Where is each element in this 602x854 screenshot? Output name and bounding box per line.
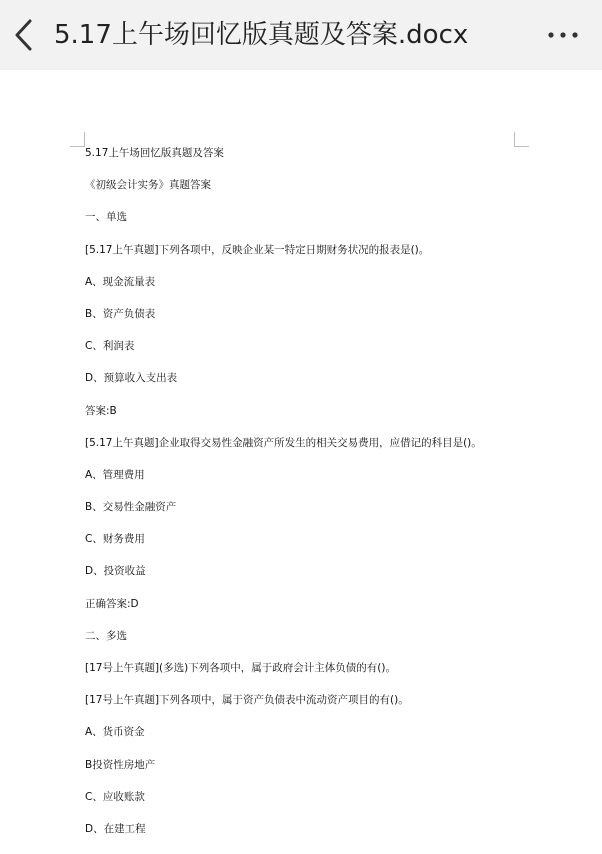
document-body <box>85 146 565 854</box>
section-heading-multiple-choice: 二、多选 <box>85 629 127 642</box>
question-2-option-c: C、财务费用 <box>85 533 145 546</box>
question-3: [17号上午真题](多选)下列各项中，属于政府会计主体负债的有()。 <box>85 662 396 674</box>
doc-title-line: 5.17上午场回忆版真题及答案 <box>85 147 224 159</box>
question-4-option-d: D、在建工程 <box>85 822 146 835</box>
question-2: [5.17上午真题]企业取得交易性金融资产所发生的相关交易费用，应借记的科目是()。 <box>85 436 482 449</box>
question-4-option-b: B投资性房地产 <box>85 758 156 771</box>
question-1-option-c: C、利润表 <box>85 340 135 353</box>
section-heading-single-choice: 一、单选 <box>85 211 127 224</box>
back-button[interactable] <box>10 17 40 53</box>
question-1-option-d: D、预算收入支出表 <box>85 372 178 385</box>
question-2-option-a: A、管理费用 <box>85 468 145 481</box>
question-1: [5.17上午真题]下列各项中，反映企业某一特定日期财务状况的报表是()。 <box>85 243 430 256</box>
question-4-option-c: C、应收账款 <box>85 790 145 803</box>
margin-corner-mark-left <box>70 132 85 147</box>
question-2-option-b: B、交易性金融资产 <box>85 501 177 514</box>
document-page[interactable] <box>0 70 602 851</box>
margin-corner-mark-right <box>514 132 529 147</box>
question-1-option-b: B、资产负债表 <box>85 307 156 320</box>
document-title: 5.17上午场回忆版真题及答案.docx <box>54 20 469 50</box>
top-bar <box>0 0 602 70</box>
question-1-answer: 答案:B <box>85 404 117 417</box>
doc-subtitle-line: 《初级会计实务》真题答案 <box>85 179 211 192</box>
question-2-answer: 正确答案:D <box>85 597 139 610</box>
question-4: [17号上午真题]下列各项中，属于资产负债表中流动资产项目的有()。 <box>85 694 409 707</box>
more-horizontal-icon <box>546 22 580 48</box>
question-2-option-d: D、投资收益 <box>85 565 146 578</box>
more-button[interactable] <box>546 22 580 48</box>
question-1-option-a: A、现金流量表 <box>85 275 156 288</box>
question-4-option-a: A、货币资金 <box>85 726 145 739</box>
chevron-left-icon <box>10 17 40 53</box>
